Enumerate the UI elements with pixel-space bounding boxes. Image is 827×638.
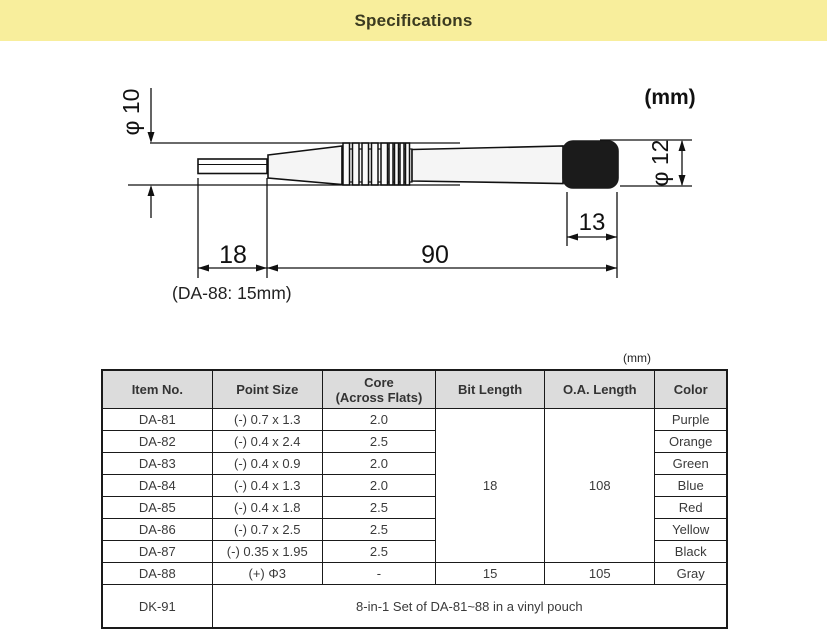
cell-point: (+) Φ3 [212,563,322,585]
cell-point: (-) 0.7 x 1.3 [212,409,322,431]
screwdriver-diagram [0,41,827,353]
header-point-size: Point Size [212,370,322,409]
label-cap-length: 13 [578,209,606,236]
cell-color: Gray [655,563,727,585]
cell-shared-bit-length: 18 [436,409,545,563]
cell-color: Purple [655,409,727,431]
page-title: Specifications [354,10,473,30]
cell-core: 2.0 [322,475,435,497]
cell-shared-oa-length: 108 [545,409,655,563]
screwdriver-drawing [198,141,618,188]
cell-oa: 105 [545,563,655,585]
cell-point: (-) 0.4 x 0.9 [212,453,322,475]
header-oa-length: O.A. Length [545,370,655,409]
cell-color: Black [655,541,727,563]
cell-core: 2.0 [322,453,435,475]
cell-item: DA-85 [102,497,212,519]
cell-core: 2.5 [322,519,435,541]
cell-item: DA-83 [102,453,212,475]
table-row-set [102,585,727,629]
table-row [102,563,727,585]
table-unit-label: (mm) [623,351,651,365]
cell-item: DK-91 [102,585,212,629]
cell-point: (-) 0.35 x 1.95 [212,541,322,563]
cell-color: Red [655,497,727,519]
cell-point: (-) 0.4 x 1.8 [212,497,322,519]
label-handle-length: 90 [421,241,449,269]
header-item-no: Item No. [102,370,212,409]
label-da88-note: (DA-88: 15mm) [172,283,292,303]
end-cap [563,141,618,188]
cell-core: 2.5 [322,541,435,563]
cell-color: Yellow [655,519,727,541]
handle-cone [268,146,342,185]
label-diagram-unit: (mm) [644,86,696,109]
dim-lengths [198,178,617,278]
cell-color: Blue [655,475,727,497]
label-bit-length: 18 [219,241,247,269]
cell-item: DA-88 [102,563,212,585]
table-row [102,409,727,431]
cell-color: Green [655,453,727,475]
header-core-line2: (Across Flats) [335,389,423,405]
cell-color: Orange [655,431,727,453]
cell-item: DA-87 [102,541,212,563]
bit-shaft [198,159,267,174]
cell-point: (-) 0.4 x 1.3 [212,475,322,497]
cell-item: DA-86 [102,519,212,541]
cell-item: DA-84 [102,475,212,497]
header-core [322,370,435,409]
cell-core: 2.5 [322,431,435,453]
table-header-row [102,370,727,409]
cell-item: DA-81 [102,409,212,431]
header-bit-length: Bit Length [436,370,545,409]
label-grip-diameter: φ 10 [118,88,144,136]
header-core-line1: Core [364,374,394,390]
cell-set-description: 8-in-1 Set of DA-81~88 in a vinyl pouch [212,585,727,629]
grip-ribs [343,143,410,185]
handle-body [412,146,563,184]
label-cap-diameter: φ 12 [647,139,673,187]
cell-point: (-) 0.7 x 2.5 [212,519,322,541]
spec-table [101,369,728,629]
cell-point: (-) 0.4 x 2.4 [212,431,322,453]
page-title-bar [0,0,827,41]
header-color: Color [655,370,727,409]
cell-core: 2.5 [322,497,435,519]
cell-bit: 15 [436,563,545,585]
cell-core: 2.0 [322,409,435,431]
cell-item: DA-82 [102,431,212,453]
cell-core: - [322,563,435,585]
